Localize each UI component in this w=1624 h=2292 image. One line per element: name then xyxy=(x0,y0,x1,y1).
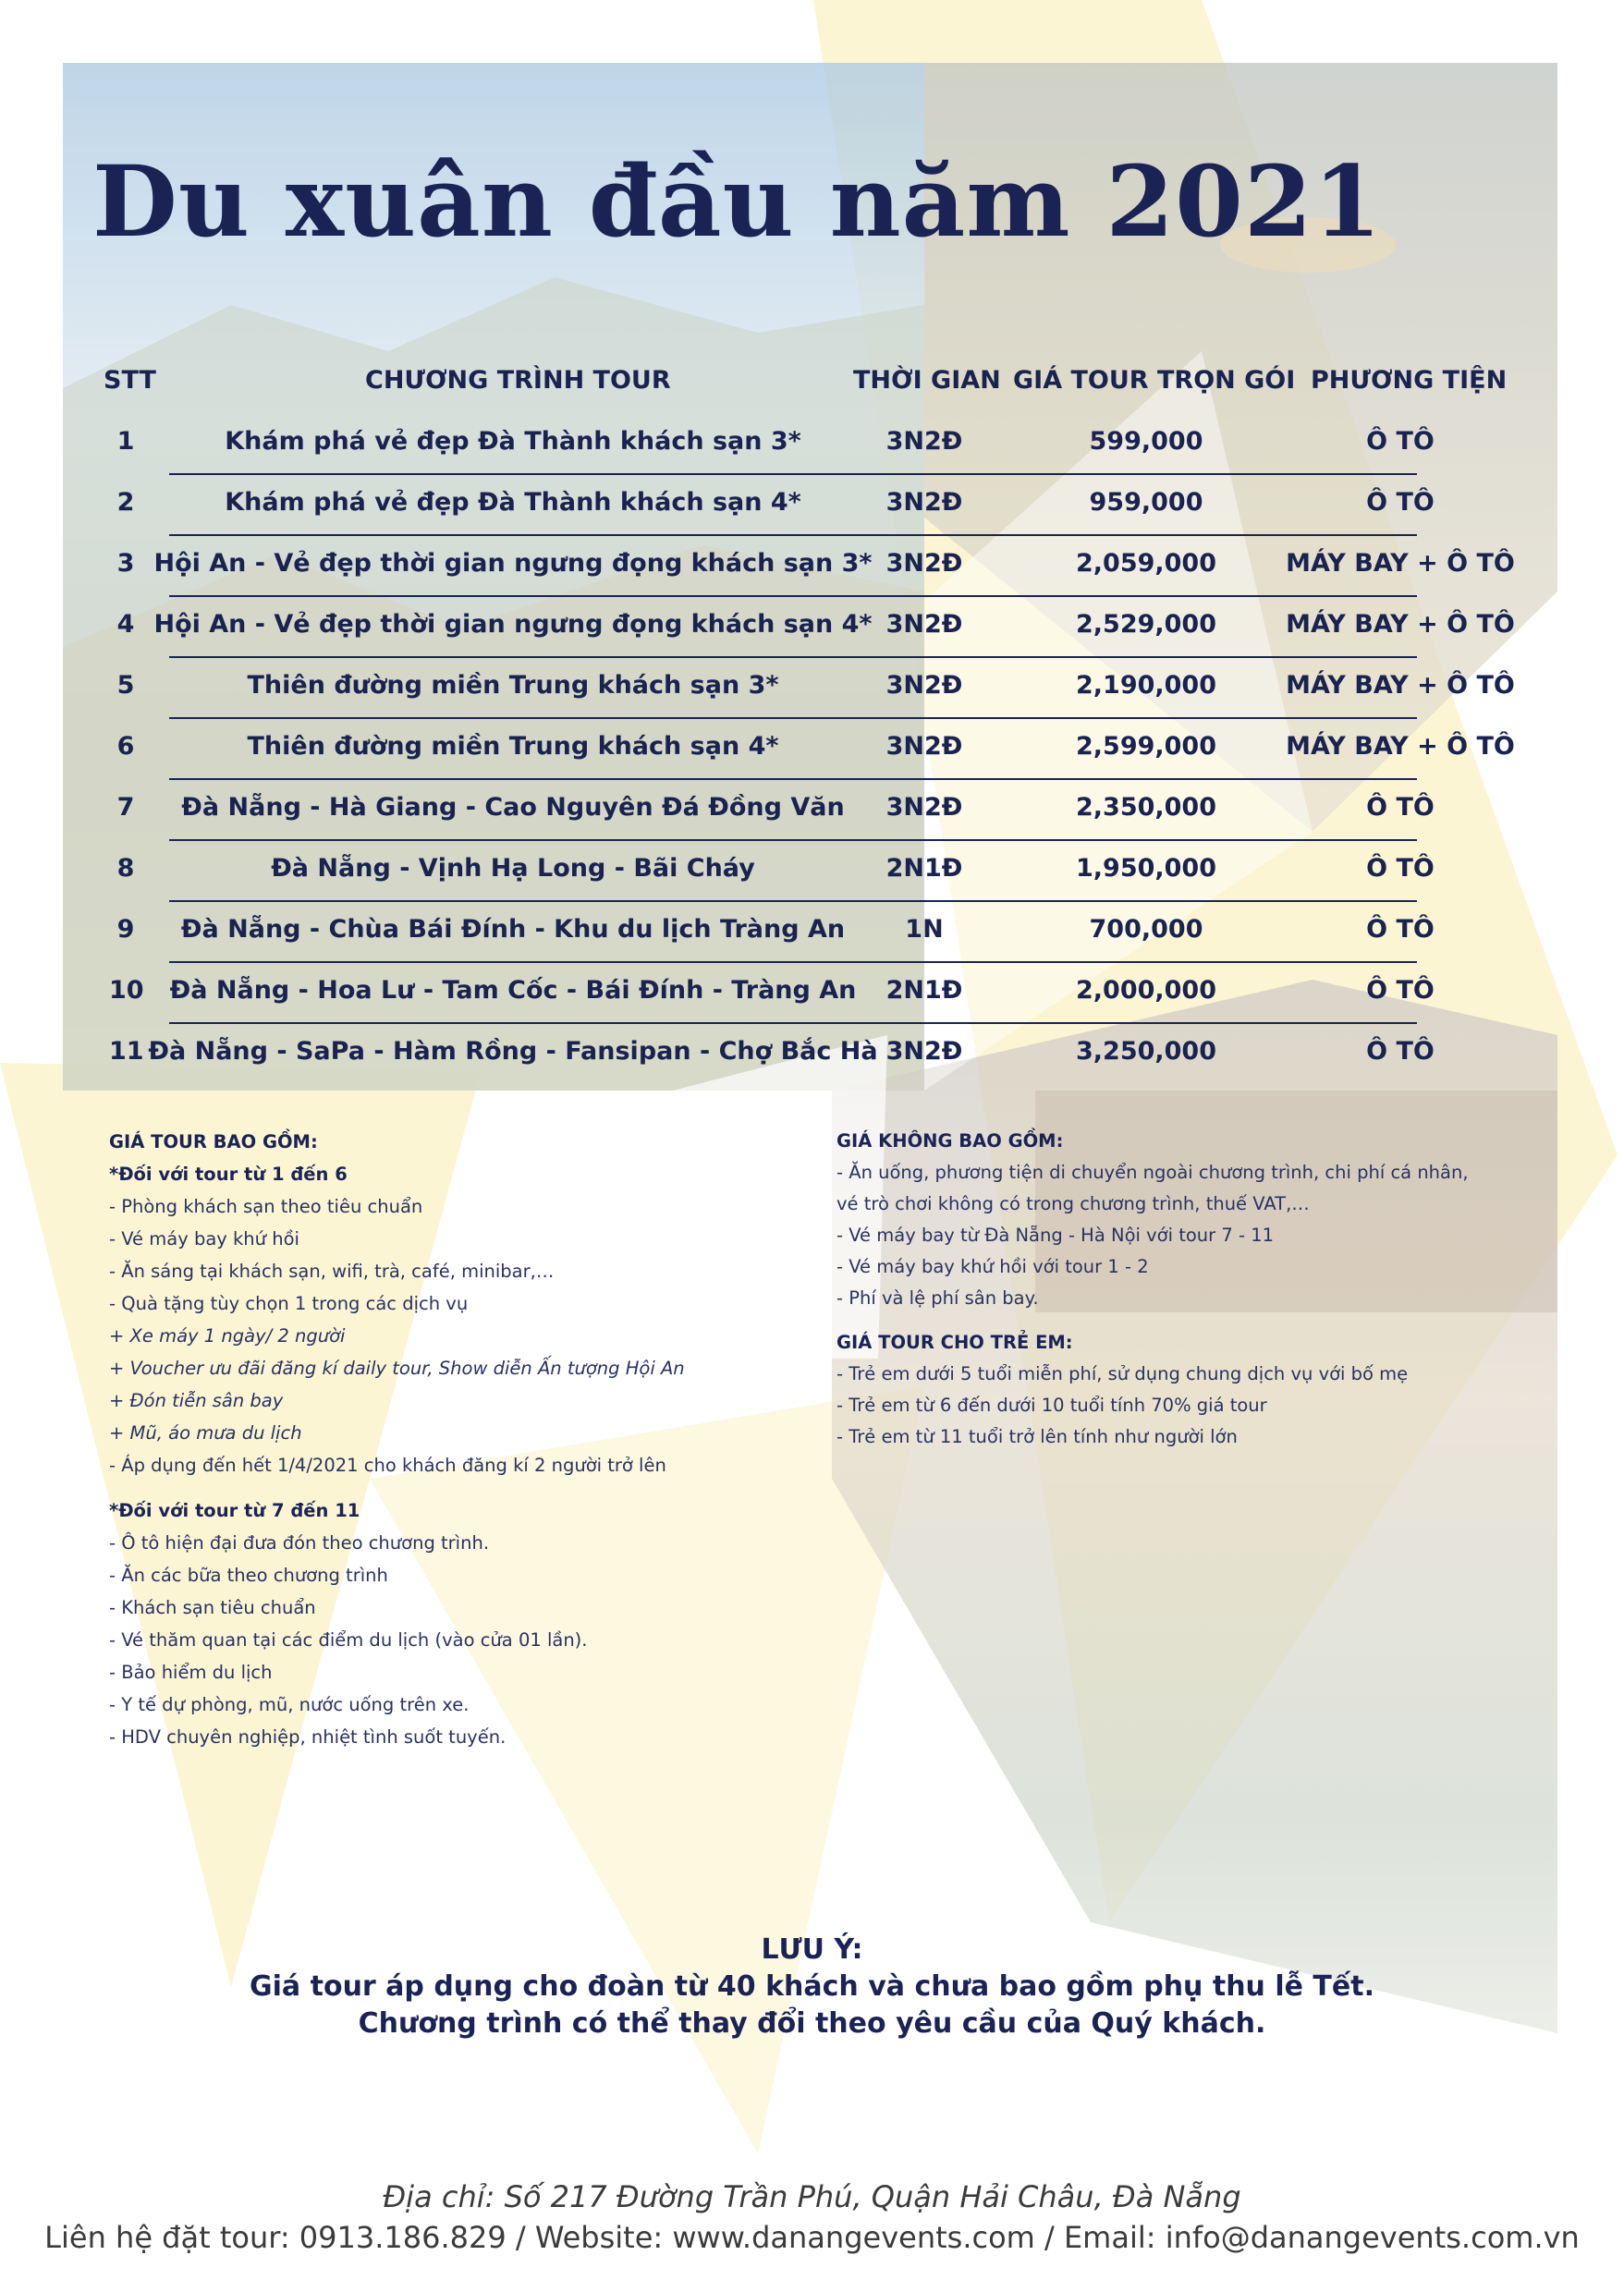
row-program: Hội An - Vẻ đẹp thời gian ngưng đọng khách sạn 3* xyxy=(153,549,873,578)
excluded-section xyxy=(836,1126,1469,1453)
list-item: - Vé máy bay từ Đà Nẵng - Hà Nội với tour 7 - 11 xyxy=(836,1225,1275,1246)
row-duration: 2N1Đ xyxy=(885,976,963,1005)
row-program: Khám phá vẻ đẹp Đà Thành khách sạn 4* xyxy=(225,488,801,517)
row-price: 2,000,000 xyxy=(1075,976,1217,1005)
list-item: - Phí và lệ phí sân bay. xyxy=(836,1287,1039,1309)
table-row xyxy=(0,658,1624,719)
row-price: 2,599,000 xyxy=(1075,732,1217,761)
list-item: - Áp dụng đến hết 1/4/2021 cho khách đăng kí 2 người trở lên xyxy=(109,1455,666,1476)
list-item: - HDV chuyên nghiệp, nhiệt tình suốt tuyến. xyxy=(109,1726,507,1748)
list-item: - Phòng khách sạn theo tiêu chuẩn xyxy=(109,1196,423,1217)
row-program: Khám phá vẻ đẹp Đà Thành khách sạn 3* xyxy=(225,427,801,456)
table-row xyxy=(0,536,1624,597)
group1-heading: *Đối với tour từ 1 đến 6 xyxy=(109,1164,348,1185)
row-program: Đà Nẵng - Chùa Bái Đính - Khu du lịch Tràng An xyxy=(180,915,846,944)
header-program: CHƯƠNG TRÌNH TOUR xyxy=(365,366,671,395)
included-section xyxy=(109,1126,685,1753)
row-program: Đà Nẵng - Vịnh Hạ Long - Bãi Cháy xyxy=(271,854,755,883)
list-item: - Ô tô hiện đại đưa đón theo chương trình. xyxy=(109,1532,490,1554)
row-stt: 5 xyxy=(116,671,135,700)
row-duration: 3N2Đ xyxy=(885,1037,963,1066)
row-duration: 3N2Đ xyxy=(885,610,963,639)
row-duration: 3N2Đ xyxy=(885,732,963,761)
row-duration: 3N2Đ xyxy=(885,793,963,822)
row-vehicle: Ô TÔ xyxy=(1366,793,1435,822)
row-stt: 3 xyxy=(116,549,135,578)
note-line: Giá tour áp dụng cho đoàn từ 40 khách và chưa bao gồm phụ thu lễ Tết. xyxy=(250,1970,1374,2003)
row-vehicle: MÁY BAY + Ô TÔ xyxy=(1286,610,1515,639)
row-duration: 3N2Đ xyxy=(885,488,963,517)
excluded-heading: GIÁ KHÔNG BAO GỒM: xyxy=(836,1130,1064,1152)
header-price: GIÁ TOUR TRỌN GÓI xyxy=(1013,366,1296,395)
table-row xyxy=(0,780,1624,841)
row-duration: 1N xyxy=(905,915,944,944)
row-price: 2,350,000 xyxy=(1075,793,1217,822)
row-price: 2,529,000 xyxy=(1075,610,1217,639)
row-price: 599,000 xyxy=(1089,427,1203,456)
list-item: - Bảo hiểm du lịch xyxy=(109,1662,273,1683)
header-duration: THỜI GIAN xyxy=(853,366,1001,395)
row-vehicle: MÁY BAY + Ô TÔ xyxy=(1286,671,1515,700)
children-heading: GIÁ TOUR CHO TRẺ EM: xyxy=(836,1332,1073,1353)
row-duration: 2N1Đ xyxy=(885,854,963,883)
row-price: 2,190,000 xyxy=(1075,671,1217,700)
list-item: + Voucher ưu đãi đăng kí daily tour, Show diễn Ấn tượng Hội An xyxy=(109,1358,685,1379)
table-row xyxy=(0,1024,1624,1085)
list-item: - Quà tặng tùy chọn 1 trong các dịch vụ xyxy=(109,1293,469,1314)
row-vehicle: Ô TÔ xyxy=(1366,915,1435,944)
row-program: Hội An - Vẻ đẹp thời gian ngưng đọng khách sạn 4* xyxy=(153,610,873,639)
row-duration: 3N2Đ xyxy=(885,427,963,456)
contact-booking: Liên hệ đặt tour: 0913.186.829 / Website: www.danangevents.com / Email: info@danangevents.com.vn xyxy=(44,2220,1580,2255)
list-item: - Y tế dự phòng, mũ, nước uống trên xe. xyxy=(109,1694,470,1715)
list-item: - Trẻ em dưới 5 tuổi miễn phí, sử dụng chung dịch vụ với bố mẹ xyxy=(836,1363,1409,1384)
list-item: - Vé máy bay khứ hồi với tour 1 - 2 xyxy=(836,1256,1149,1277)
row-stt: 10 xyxy=(109,976,144,1005)
row-price: 3,250,000 xyxy=(1075,1037,1217,1066)
table-row xyxy=(0,475,1624,536)
row-program: Đà Nẵng - Hà Giang - Cao Nguyên Đá Đồng Văn xyxy=(181,793,845,822)
row-vehicle: Ô TÔ xyxy=(1366,854,1435,883)
row-price: 2,059,000 xyxy=(1075,549,1217,578)
row-program: Đà Nẵng - Hoa Lư - Tam Cốc - Bái Đính - Tràng An xyxy=(169,976,857,1005)
row-stt: 11 xyxy=(109,1037,144,1066)
table-row xyxy=(0,414,1624,475)
row-duration: 3N2Đ xyxy=(885,671,963,700)
row-vehicle: Ô TÔ xyxy=(1366,1037,1435,1066)
row-stt: 9 xyxy=(116,915,135,944)
list-item: vé trò chơi không có trong chương trình, thuế VAT,… xyxy=(836,1193,1310,1214)
list-item: + Xe máy 1 ngày/ 2 người xyxy=(109,1325,346,1347)
list-item: + Mũ, áo mưa du lịch xyxy=(109,1422,302,1444)
note-section xyxy=(0,1932,1624,2042)
list-item: - Ăn các bữa theo chương trình xyxy=(109,1565,388,1586)
list-item: - Trẻ em từ 11 tuổi trở lên tính như người lớn xyxy=(836,1426,1238,1447)
row-vehicle: MÁY BAY + Ô TÔ xyxy=(1286,549,1515,578)
note-heading: LƯU Ý: xyxy=(761,1933,863,1966)
list-item: - Trẻ em từ 6 đến dưới 10 tuổi tính 70% giá tour xyxy=(836,1395,1267,1416)
row-price: 959,000 xyxy=(1089,488,1203,517)
note-line: Chương trình có thể thay đổi theo yêu cầu của Quý khách. xyxy=(358,2007,1266,2040)
row-price: 700,000 xyxy=(1089,915,1203,944)
group2-heading: *Đối với tour từ 7 đến 11 xyxy=(109,1500,360,1521)
row-program: Thiên đường miền Trung khách sạn 3* xyxy=(247,671,779,700)
row-stt: 1 xyxy=(116,427,135,456)
row-price: 1,950,000 xyxy=(1075,854,1217,883)
row-stt: 7 xyxy=(116,793,135,822)
page-title: Du xuân đầu năm 2021 xyxy=(92,143,1383,259)
header-stt: STT xyxy=(104,366,156,395)
list-item: - Vé thăm quan tại các điểm du lịch (vào cửa 01 lần). xyxy=(109,1629,588,1651)
list-item: - Khách sạn tiêu chuẩn xyxy=(109,1597,316,1618)
row-stt: 4 xyxy=(116,610,135,639)
row-stt: 2 xyxy=(116,488,135,517)
row-vehicle: Ô TÔ xyxy=(1366,427,1435,456)
row-stt: 8 xyxy=(116,854,135,883)
table-row xyxy=(0,841,1624,902)
row-vehicle: Ô TÔ xyxy=(1366,976,1435,1005)
row-program: Thiên đường miền Trung khách sạn 4* xyxy=(247,732,779,761)
list-item: - Ăn uống, phương tiện di chuyển ngoài chương trình, chi phí cá nhân, xyxy=(836,1162,1469,1183)
contact-address: Địa chỉ: Số 217 Đường Trần Phú, Quận Hải Châu, Đà Nẵng xyxy=(383,2179,1241,2214)
list-item: - Vé máy bay khứ hồi xyxy=(109,1228,299,1250)
table-row xyxy=(0,902,1624,963)
row-vehicle: Ô TÔ xyxy=(1366,488,1435,517)
list-item: + Đón tiễn sân bay xyxy=(109,1390,284,1411)
table-row xyxy=(0,963,1624,1024)
row-vehicle: MÁY BAY + Ô TÔ xyxy=(1286,732,1515,761)
included-heading: GIÁ TOUR BAO GỒM: xyxy=(109,1131,318,1152)
list-item: - Ăn sáng tại khách sạn, wifi, trà, café, minibar,… xyxy=(109,1261,555,1282)
row-program: Đà Nẵng - SaPa - Hàm Rồng - Fansipan - Chợ Bắc Hà xyxy=(148,1037,878,1066)
header-vehicle: PHƯƠNG TIỆN xyxy=(1311,366,1508,395)
table-row xyxy=(0,719,1624,780)
row-stt: 6 xyxy=(116,732,135,761)
table-row xyxy=(0,597,1624,658)
row-duration: 3N2Đ xyxy=(885,549,963,578)
